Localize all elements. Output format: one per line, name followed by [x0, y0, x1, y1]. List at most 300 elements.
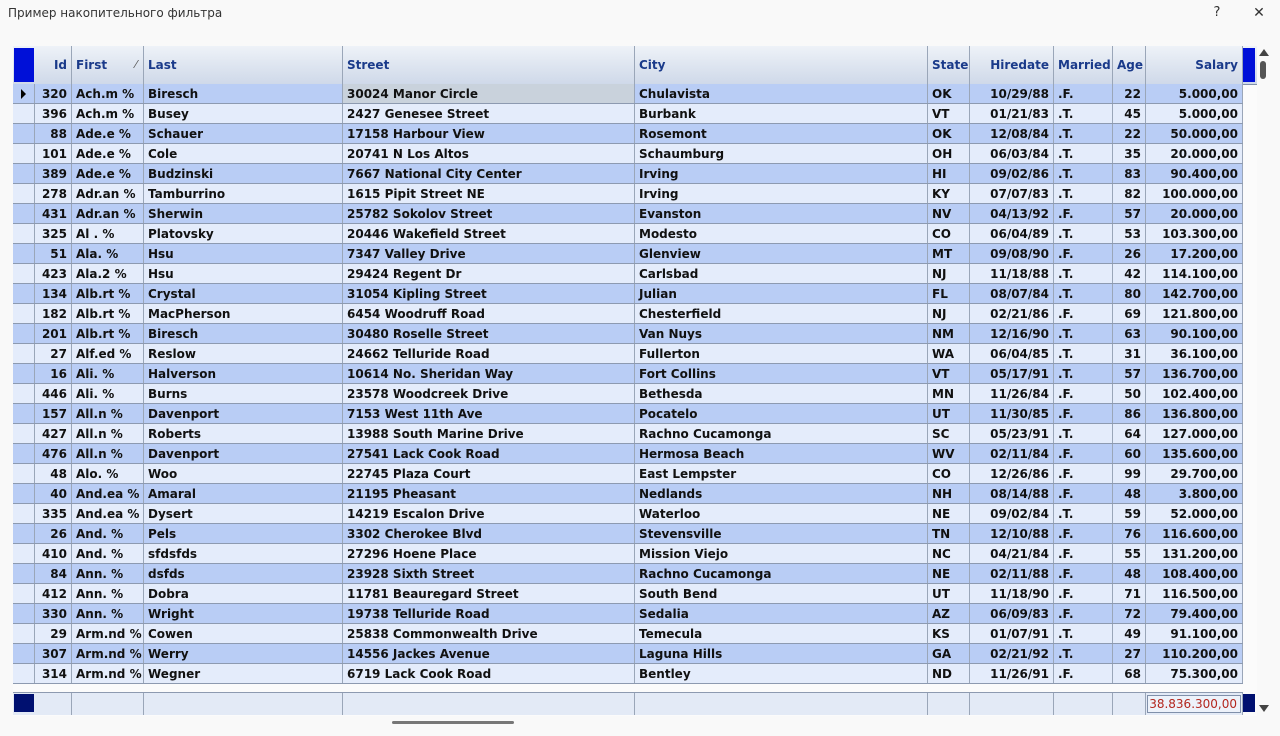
cell-last[interactable]: Sherwin	[144, 204, 343, 223]
cell-salary[interactable]: 50.000,00	[1146, 124, 1243, 143]
cell-married[interactable]: .F.	[1054, 544, 1113, 563]
cell-hire[interactable]: 08/07/84	[970, 284, 1054, 303]
table-row[interactable]	[13, 484, 1243, 504]
cell-first[interactable]: And.ea %	[72, 504, 144, 523]
data-grid[interactable]	[13, 46, 1257, 716]
cell-state[interactable]: AZ	[928, 604, 970, 623]
row-indicator[interactable]	[13, 84, 35, 103]
cell-id[interactable]: 48	[35, 464, 72, 483]
cell-last[interactable]: Werry	[144, 644, 343, 663]
cell-state[interactable]: OK	[928, 84, 970, 103]
cell-first[interactable]: Ala.2 %	[72, 264, 144, 283]
cell-married[interactable]: .F.	[1054, 204, 1113, 223]
cell-married[interactable]: .T.	[1054, 184, 1113, 203]
cell-state[interactable]: NM	[928, 324, 970, 343]
table-row[interactable]	[13, 244, 1243, 264]
cell-first[interactable]: Ann. %	[72, 604, 144, 623]
row-indicator[interactable]	[13, 664, 35, 683]
cell-last[interactable]: Burns	[144, 384, 343, 403]
cell-street[interactable]: 6454 Woodruff Road	[343, 304, 635, 323]
cell-street[interactable]: 7153 West 11th Ave	[343, 404, 635, 423]
cell-salary[interactable]: 121.800,00	[1146, 304, 1243, 323]
cell-married[interactable]: .F.	[1054, 444, 1113, 463]
row-indicator[interactable]	[13, 104, 35, 123]
cell-age[interactable]: 42	[1113, 264, 1146, 283]
cell-state[interactable]: UT	[928, 404, 970, 423]
cell-age[interactable]: 57	[1113, 364, 1146, 383]
cell-street[interactable]: 30024 Manor Circle	[343, 84, 635, 103]
cell-salary[interactable]: 110.200,00	[1146, 644, 1243, 663]
row-indicator[interactable]	[13, 644, 35, 663]
cell-city[interactable]: Pocatelo	[635, 404, 928, 423]
cell-age[interactable]: 50	[1113, 384, 1146, 403]
cell-city[interactable]: Stevensville	[635, 524, 928, 543]
cell-hire[interactable]: 06/04/89	[970, 224, 1054, 243]
cell-first[interactable]: Alb.rt %	[72, 324, 144, 343]
row-indicator[interactable]	[13, 624, 35, 643]
cell-id[interactable]: 476	[35, 444, 72, 463]
cell-salary[interactable]: 135.600,00	[1146, 444, 1243, 463]
cell-hire[interactable]: 01/21/83	[970, 104, 1054, 123]
cell-first[interactable]: Arm.nd %	[72, 644, 144, 663]
cell-hire[interactable]: 09/02/86	[970, 164, 1054, 183]
cell-hire[interactable]: 04/13/92	[970, 204, 1054, 223]
cell-salary[interactable]: 20.000,00	[1146, 144, 1243, 163]
cell-age[interactable]: 22	[1113, 124, 1146, 143]
cell-first[interactable]: Ach.m %	[72, 84, 144, 103]
table-row[interactable]	[13, 424, 1243, 444]
table-row[interactable]	[13, 524, 1243, 544]
table-row[interactable]	[13, 544, 1243, 564]
horizontal-scroll-thumb[interactable]	[392, 721, 514, 724]
cell-city[interactable]: Irving	[635, 184, 928, 203]
cell-city[interactable]: Burbank	[635, 104, 928, 123]
row-indicator[interactable]	[13, 264, 35, 283]
cell-first[interactable]: And.ea %	[72, 484, 144, 503]
cell-state[interactable]: SC	[928, 424, 970, 443]
cell-age[interactable]: 76	[1113, 524, 1146, 543]
cell-salary[interactable]: 5.000,00	[1146, 104, 1243, 123]
cell-hire[interactable]: 08/14/88	[970, 484, 1054, 503]
column-header-married[interactable]	[1054, 46, 1113, 84]
cell-last[interactable]: sfdsfds	[144, 544, 343, 563]
cell-last[interactable]: Amaral	[144, 484, 343, 503]
column-header-last[interactable]	[144, 46, 343, 84]
cell-last[interactable]: dsfds	[144, 564, 343, 583]
cell-salary[interactable]: 36.100,00	[1146, 344, 1243, 363]
cell-street[interactable]: 20446 Wakefield Street	[343, 224, 635, 243]
cell-state[interactable]: FL	[928, 284, 970, 303]
cell-first[interactable]: Ali. %	[72, 364, 144, 383]
column-header-city[interactable]	[635, 46, 928, 84]
cell-first[interactable]: Ali. %	[72, 384, 144, 403]
cell-salary[interactable]: 5.000,00	[1146, 84, 1243, 103]
cell-salary[interactable]: 90.100,00	[1146, 324, 1243, 343]
cell-state[interactable]: MN	[928, 384, 970, 403]
cell-married[interactable]: .F.	[1054, 464, 1113, 483]
row-indicator[interactable]	[13, 284, 35, 303]
cell-married[interactable]: .F.	[1054, 664, 1113, 683]
cell-id[interactable]: 307	[35, 644, 72, 663]
cell-id[interactable]: 446	[35, 384, 72, 403]
cell-age[interactable]: 60	[1113, 444, 1146, 463]
cell-city[interactable]: Rachno Cucamonga	[635, 424, 928, 443]
cell-state[interactable]: NJ	[928, 304, 970, 323]
row-indicator[interactable]	[13, 524, 35, 543]
cell-salary[interactable]: 90.400,00	[1146, 164, 1243, 183]
cell-married[interactable]: .F.	[1054, 524, 1113, 543]
cell-state[interactable]: NC	[928, 544, 970, 563]
cell-last[interactable]: Budzinski	[144, 164, 343, 183]
cell-salary[interactable]: 136.800,00	[1146, 404, 1243, 423]
cell-salary[interactable]: 3.800,00	[1146, 484, 1243, 503]
cell-id[interactable]: 134	[35, 284, 72, 303]
cell-street[interactable]: 11781 Beauregard Street	[343, 584, 635, 603]
cell-age[interactable]: 48	[1113, 484, 1146, 503]
cell-city[interactable]: Rosemont	[635, 124, 928, 143]
cell-first[interactable]: Alf.ed %	[72, 344, 144, 363]
cell-city[interactable]: Van Nuys	[635, 324, 928, 343]
cell-state[interactable]: NJ	[928, 264, 970, 283]
cell-state[interactable]: GA	[928, 644, 970, 663]
cell-city[interactable]: Waterloo	[635, 504, 928, 523]
cell-hire[interactable]: 11/18/90	[970, 584, 1054, 603]
table-row[interactable]	[13, 324, 1243, 344]
row-indicator[interactable]	[13, 164, 35, 183]
cell-state[interactable]: KY	[928, 184, 970, 203]
cell-city[interactable]: East Lempster	[635, 464, 928, 483]
cell-last[interactable]: Davenport	[144, 444, 343, 463]
cell-state[interactable]: NE	[928, 504, 970, 523]
table-row[interactable]	[13, 204, 1243, 224]
cell-id[interactable]: 427	[35, 424, 72, 443]
cell-married[interactable]: .F.	[1054, 304, 1113, 323]
cell-first[interactable]: And. %	[72, 524, 144, 543]
cell-city[interactable]: Fullerton	[635, 344, 928, 363]
cell-last[interactable]: Busey	[144, 104, 343, 123]
cell-id[interactable]: 27	[35, 344, 72, 363]
cell-married[interactable]: .T.	[1054, 124, 1113, 143]
cell-married[interactable]: .T.	[1054, 324, 1113, 343]
cell-married[interactable]: .F.	[1054, 564, 1113, 583]
cell-state[interactable]: TN	[928, 524, 970, 543]
cell-id[interactable]: 335	[35, 504, 72, 523]
table-row[interactable]	[13, 384, 1243, 404]
cell-salary[interactable]: 108.400,00	[1146, 564, 1243, 583]
cell-salary[interactable]: 17.200,00	[1146, 244, 1243, 263]
cell-age[interactable]: 53	[1113, 224, 1146, 243]
table-row[interactable]	[13, 224, 1243, 244]
cell-city[interactable]: Bentley	[635, 664, 928, 683]
cell-hire[interactable]: 10/29/88	[970, 84, 1054, 103]
cell-id[interactable]: 157	[35, 404, 72, 423]
cell-salary[interactable]: 102.400,00	[1146, 384, 1243, 403]
cell-street[interactable]: 22745 Plaza Court	[343, 464, 635, 483]
cell-married[interactable]: .F.	[1054, 384, 1113, 403]
cell-city[interactable]: Laguna Hills	[635, 644, 928, 663]
cell-street[interactable]: 19738 Telluride Road	[343, 604, 635, 623]
cell-state[interactable]: NH	[928, 484, 970, 503]
cell-married[interactable]: .F.	[1054, 484, 1113, 503]
table-row[interactable]	[13, 84, 1243, 104]
cell-state[interactable]: CO	[928, 224, 970, 243]
row-indicator[interactable]	[13, 204, 35, 223]
cell-id[interactable]: 423	[35, 264, 72, 283]
cell-salary[interactable]: 29.700,00	[1146, 464, 1243, 483]
cell-hire[interactable]: 11/26/84	[970, 384, 1054, 403]
row-indicator[interactable]	[13, 424, 35, 443]
cell-street[interactable]: 20741 N Los Altos	[343, 144, 635, 163]
cell-state[interactable]: CO	[928, 464, 970, 483]
cell-age[interactable]: 99	[1113, 464, 1146, 483]
cell-id[interactable]: 182	[35, 304, 72, 323]
cell-first[interactable]: Adr.an %	[72, 184, 144, 203]
cell-id[interactable]: 325	[35, 224, 72, 243]
cell-salary[interactable]: 91.100,00	[1146, 624, 1243, 643]
cell-salary[interactable]: 131.200,00	[1146, 544, 1243, 563]
cell-hire[interactable]: 06/04/85	[970, 344, 1054, 363]
table-row[interactable]	[13, 144, 1243, 164]
cell-street[interactable]: 27296 Hoene Place	[343, 544, 635, 563]
cell-id[interactable]: 410	[35, 544, 72, 563]
table-row[interactable]	[13, 184, 1243, 204]
cell-state[interactable]: VT	[928, 364, 970, 383]
cell-street[interactable]: 13988 South Marine Drive	[343, 424, 635, 443]
cell-age[interactable]: 35	[1113, 144, 1146, 163]
cell-state[interactable]: WV	[928, 444, 970, 463]
cell-first[interactable]: Alo. %	[72, 464, 144, 483]
cell-first[interactable]: Ach.m %	[72, 104, 144, 123]
cell-last[interactable]: Dysert	[144, 504, 343, 523]
cell-street[interactable]: 31054 Kipling Street	[343, 284, 635, 303]
cell-last[interactable]: Biresch	[144, 324, 343, 343]
cell-street[interactable]: 1615 Pipit Street NE	[343, 184, 635, 203]
cell-last[interactable]: Dobra	[144, 584, 343, 603]
column-header-state[interactable]	[928, 46, 970, 84]
cell-last[interactable]: Woo	[144, 464, 343, 483]
cell-city[interactable]: Chulavista	[635, 84, 928, 103]
cell-married[interactable]: .F.	[1054, 584, 1113, 603]
cell-id[interactable]: 29	[35, 624, 72, 643]
cell-street[interactable]: 2427 Genesee Street	[343, 104, 635, 123]
table-row[interactable]	[13, 104, 1243, 124]
cell-first[interactable]: Alb.rt %	[72, 284, 144, 303]
cell-salary[interactable]: 116.500,00	[1146, 584, 1243, 603]
cell-first[interactable]: Arm.nd %	[72, 664, 144, 683]
cell-salary[interactable]: 20.000,00	[1146, 204, 1243, 223]
cell-hire[interactable]: 09/02/84	[970, 504, 1054, 523]
cell-age[interactable]: 31	[1113, 344, 1146, 363]
row-indicator[interactable]	[13, 564, 35, 583]
cell-first[interactable]: Ade.e %	[72, 164, 144, 183]
cell-last[interactable]: Biresch	[144, 84, 343, 103]
table-row[interactable]	[13, 624, 1243, 644]
cell-id[interactable]: 431	[35, 204, 72, 223]
table-row[interactable]	[13, 564, 1243, 584]
cell-state[interactable]: VT	[928, 104, 970, 123]
cell-city[interactable]: Temecula	[635, 624, 928, 643]
row-indicator[interactable]	[13, 544, 35, 563]
column-header-id[interactable]	[35, 46, 72, 84]
cell-married[interactable]: .T.	[1054, 424, 1113, 443]
cell-hire[interactable]: 05/23/91	[970, 424, 1054, 443]
cell-street[interactable]: 6719 Lack Cook Road	[343, 664, 635, 683]
cell-married[interactable]: .T.	[1054, 224, 1113, 243]
cell-street[interactable]: 25838 Commonwealth Drive	[343, 624, 635, 643]
cell-married[interactable]: .T.	[1054, 364, 1113, 383]
cell-street[interactable]: 30480 Roselle Street	[343, 324, 635, 343]
column-header-first[interactable]	[72, 46, 144, 84]
cell-last[interactable]: Davenport	[144, 404, 343, 423]
cell-last[interactable]: Schauer	[144, 124, 343, 143]
table-row[interactable]	[13, 344, 1243, 364]
cell-hire[interactable]: 06/09/83	[970, 604, 1054, 623]
cell-city[interactable]: Bethesda	[635, 384, 928, 403]
cell-hire[interactable]: 09/08/90	[970, 244, 1054, 263]
row-indicator[interactable]	[13, 324, 35, 343]
cell-id[interactable]: 320	[35, 84, 72, 103]
table-row[interactable]	[13, 124, 1243, 144]
table-row[interactable]	[13, 464, 1243, 484]
row-indicator[interactable]	[13, 144, 35, 163]
cell-hire[interactable]: 12/16/90	[970, 324, 1054, 343]
cell-married[interactable]: .T.	[1054, 624, 1113, 643]
cell-married[interactable]: .F.	[1054, 84, 1113, 103]
cell-state[interactable]: MT	[928, 244, 970, 263]
cell-age[interactable]: 57	[1113, 204, 1146, 223]
cell-age[interactable]: 64	[1113, 424, 1146, 443]
cell-hire[interactable]: 12/10/88	[970, 524, 1054, 543]
help-button[interactable]: ?	[1213, 5, 1221, 20]
cell-last[interactable]: MacPherson	[144, 304, 343, 323]
table-row[interactable]	[13, 364, 1243, 384]
cell-id[interactable]: 278	[35, 184, 72, 203]
cell-salary[interactable]: 136.700,00	[1146, 364, 1243, 383]
scroll-up-icon[interactable]	[1259, 49, 1269, 56]
cell-street[interactable]: 24662 Telluride Road	[343, 344, 635, 363]
cell-id[interactable]: 330	[35, 604, 72, 623]
cell-age[interactable]: 63	[1113, 324, 1146, 343]
cell-city[interactable]: Modesto	[635, 224, 928, 243]
cell-state[interactable]: WA	[928, 344, 970, 363]
cell-id[interactable]: 84	[35, 564, 72, 583]
row-indicator[interactable]	[13, 504, 35, 523]
cell-salary[interactable]: 114.100,00	[1146, 264, 1243, 283]
cell-age[interactable]: 27	[1113, 644, 1146, 663]
cell-street[interactable]: 29424 Regent Dr	[343, 264, 635, 283]
cell-salary[interactable]: 116.600,00	[1146, 524, 1243, 543]
cell-married[interactable]: .T.	[1054, 104, 1113, 123]
cell-last[interactable]: Hsu	[144, 264, 343, 283]
cell-last[interactable]: Wegner	[144, 664, 343, 683]
cell-age[interactable]: 26	[1113, 244, 1146, 263]
cell-first[interactable]: All.n %	[72, 444, 144, 463]
cell-age[interactable]: 80	[1113, 284, 1146, 303]
table-row[interactable]	[13, 664, 1243, 684]
cell-married[interactable]: .T.	[1054, 504, 1113, 523]
cell-street[interactable]: 3302 Cherokee Blvd	[343, 524, 635, 543]
cell-city[interactable]: Glenview	[635, 244, 928, 263]
scroll-down-icon[interactable]	[1259, 705, 1269, 712]
cell-state[interactable]: NV	[928, 204, 970, 223]
cell-hire[interactable]: 12/08/84	[970, 124, 1054, 143]
cell-salary[interactable]: 142.700,00	[1146, 284, 1243, 303]
cell-first[interactable]: Ade.e %	[72, 124, 144, 143]
cell-married[interactable]: .T.	[1054, 284, 1113, 303]
cell-city[interactable]: Nedlands	[635, 484, 928, 503]
row-indicator[interactable]	[13, 464, 35, 483]
cell-hire[interactable]: 02/11/84	[970, 444, 1054, 463]
cell-city[interactable]: Hermosa Beach	[635, 444, 928, 463]
cell-age[interactable]: 48	[1113, 564, 1146, 583]
cell-state[interactable]: NE	[928, 564, 970, 583]
cell-age[interactable]: 86	[1113, 404, 1146, 423]
table-row[interactable]	[13, 584, 1243, 604]
cell-last[interactable]: Tamburrino	[144, 184, 343, 203]
cell-hire[interactable]: 07/07/83	[970, 184, 1054, 203]
cell-hire[interactable]: 02/21/92	[970, 644, 1054, 663]
cell-city[interactable]: Mission Viejo	[635, 544, 928, 563]
cell-last[interactable]: Roberts	[144, 424, 343, 443]
cell-first[interactable]: Ann. %	[72, 564, 144, 583]
cell-street[interactable]: 17158 Harbour View	[343, 124, 635, 143]
column-header-street[interactable]	[343, 46, 635, 84]
cell-id[interactable]: 16	[35, 364, 72, 383]
cell-street[interactable]: 21195 Pheasant	[343, 484, 635, 503]
cell-id[interactable]: 101	[35, 144, 72, 163]
cell-city[interactable]: South Bend	[635, 584, 928, 603]
cell-hire[interactable]: 02/11/88	[970, 564, 1054, 583]
row-indicator[interactable]	[13, 184, 35, 203]
cell-salary[interactable]: 127.000,00	[1146, 424, 1243, 443]
cell-street[interactable]: 14556 Jackes Avenue	[343, 644, 635, 663]
cell-salary[interactable]: 79.400,00	[1146, 604, 1243, 623]
cell-age[interactable]: 69	[1113, 304, 1146, 323]
cell-married[interactable]: .T.	[1054, 144, 1113, 163]
cell-city[interactable]: Carlsbad	[635, 264, 928, 283]
cell-last[interactable]: Halverson	[144, 364, 343, 383]
table-row[interactable]	[13, 504, 1243, 524]
cell-last[interactable]: Crystal	[144, 284, 343, 303]
cell-salary[interactable]: 52.000,00	[1146, 504, 1243, 523]
cell-city[interactable]: Evanston	[635, 204, 928, 223]
cell-first[interactable]: And. %	[72, 544, 144, 563]
cell-age[interactable]: 68	[1113, 664, 1146, 683]
row-indicator[interactable]	[13, 604, 35, 623]
cell-first[interactable]: Ade.e %	[72, 144, 144, 163]
row-indicator[interactable]	[13, 304, 35, 323]
row-indicator[interactable]	[13, 584, 35, 603]
cell-first[interactable]: Al . %	[72, 224, 144, 243]
column-header-age[interactable]	[1113, 46, 1146, 84]
cell-id[interactable]: 26	[35, 524, 72, 543]
cell-id[interactable]: 396	[35, 104, 72, 123]
cell-last[interactable]: Cole	[144, 144, 343, 163]
table-row[interactable]	[13, 444, 1243, 464]
cell-age[interactable]: 71	[1113, 584, 1146, 603]
cell-married[interactable]: .F.	[1054, 244, 1113, 263]
cell-id[interactable]: 314	[35, 664, 72, 683]
cell-id[interactable]: 389	[35, 164, 72, 183]
cell-last[interactable]: Pels	[144, 524, 343, 543]
cell-last[interactable]: Reslow	[144, 344, 343, 363]
cell-id[interactable]: 51	[35, 244, 72, 263]
cell-street[interactable]: 23928 Sixth Street	[343, 564, 635, 583]
cell-state[interactable]: UT	[928, 584, 970, 603]
row-indicator[interactable]	[13, 344, 35, 363]
cell-last[interactable]: Platovsky	[144, 224, 343, 243]
cell-city[interactable]: Sedalia	[635, 604, 928, 623]
